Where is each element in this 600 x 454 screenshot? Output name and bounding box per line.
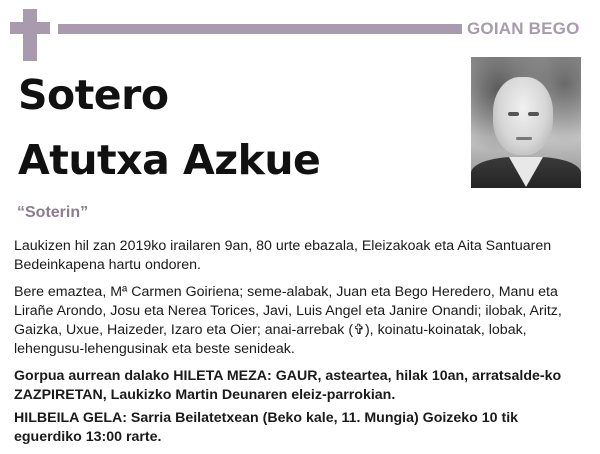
cross-icon-horizontal [10, 22, 50, 34]
header-divider [58, 24, 462, 34]
deceased-first-name: Sotero [18, 71, 169, 119]
wake-room-paragraph: HILBEILA GELA: Sarria Beilatetxean (Beko kale, 11. Mungia) Goizeko 10 tik eguerdiko 13:00 rarte. [14, 410, 519, 445]
death-notice-paragraph: Laukizen hil zan 2019ko irailaren 9an, 80 urte ebazala, Eleizakoak eta Aita Santuaren Bedeinkapena hartu ondoren. [14, 238, 552, 273]
cross-icon-vertical [23, 9, 37, 61]
funeral-mass-paragraph: Gorpua aurrean dalako HILETA MEZA: GAUR, asteartea, hilak 10an, arratsalde-ko ZAZPIRETAN, Laukizko Martin Deunaren eleiz-parrokian. [14, 368, 562, 403]
deceased-portrait-photo [471, 57, 581, 188]
section-label: GOIAN BEGO [467, 19, 580, 38]
family-paragraph: Bere emaztea, Mª Carmen Goiriena; seme-alabak, Juan eta Bego Heredero, Manu eta Lirañe Arondo, Josu eta Nerea Torices, Javi, Luis Angel eta Janire Onandi; ilobak, Aritz, Gaizka, Uxue, Haizeder, Izaro eta Oier; anai-arrebak (✞), koinatu-koinatak, lobak, lehengusu-lehengusinak eta beste senideak. [14, 284, 562, 357]
deceased-surnames: Atutxa Azkue [18, 136, 321, 184]
deceased-nickname: “Soterin” [17, 204, 89, 221]
